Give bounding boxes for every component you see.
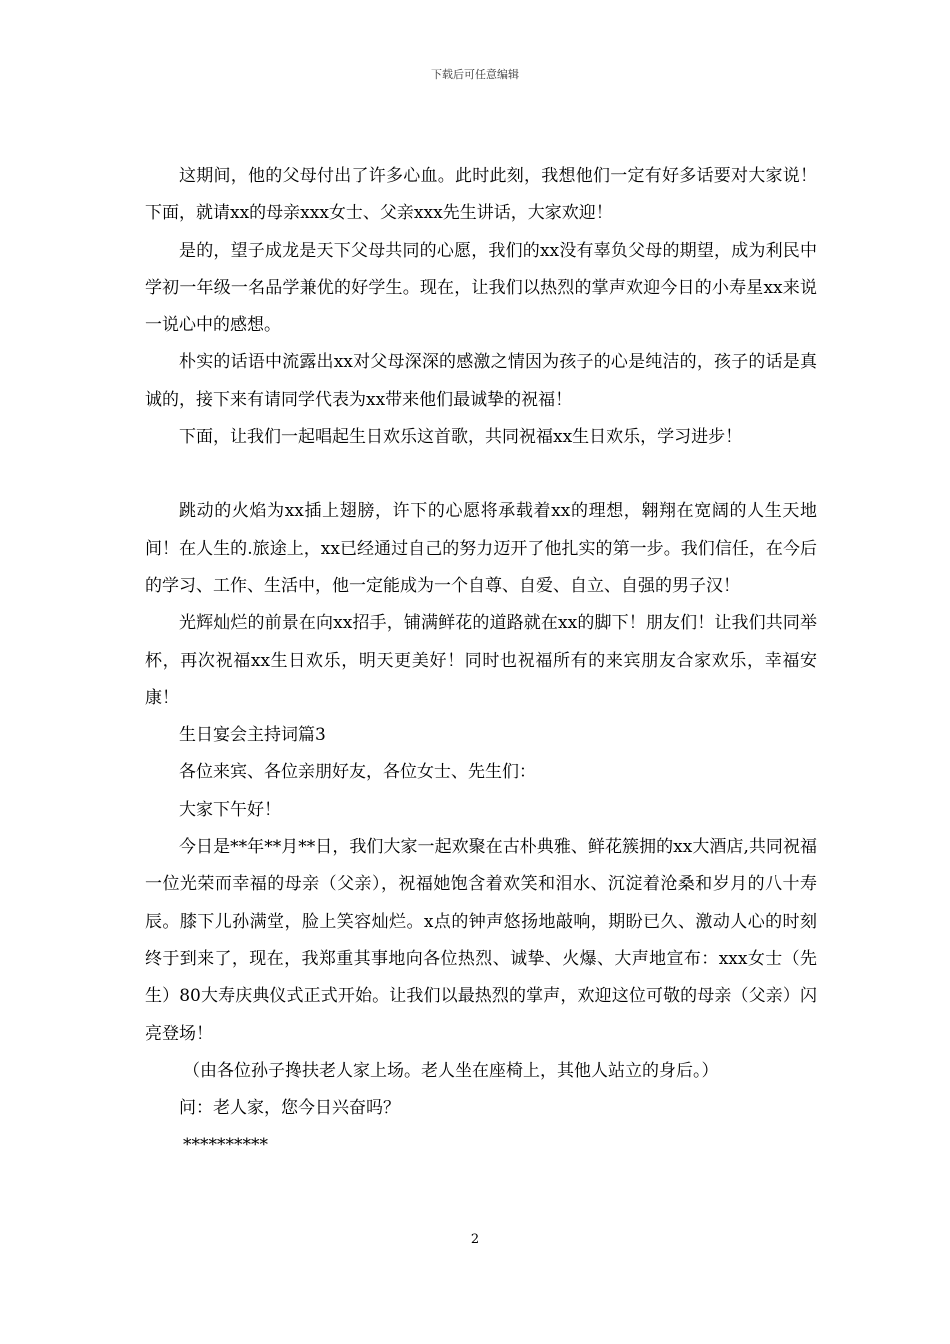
page-number: 2 <box>470 1232 480 1247</box>
paragraph: 光辉灿烂的前景在向xx招手，铺满鲜花的道路就在xx的脚下！朋友们！让我们共同举杯，再次祝福xx生日欢乐，明天更美好！同时也祝福所有的来宾朋友合家欢乐，幸福安康！ <box>145 613 817 708</box>
separator-stars: ********** <box>183 1135 268 1156</box>
stage-direction: （由各位孙子搀扶老人家上场。老人坐在座椅上，其他人站立的身后。） <box>183 1060 719 1081</box>
paragraph: 下面，让我们一起唱起生日欢乐这首歌，共同祝福xx生日欢乐，学习进步！ <box>179 427 743 448</box>
blank-line <box>145 456 817 493</box>
greeting: 大家下午好！ <box>179 799 281 820</box>
paragraph: 今日是**年**月**日，我们大家一起欢聚在古朴典雅、鲜花簇拥的xx大酒店,共同祝福一位光荣而幸福的母亲（父亲），祝福她饱含着欢笑和泪水、沉淀着沧桑和岁月的八十寿辰。膝下儿孙满堂，脸上笑容灿烂。x点的钟声悠扬地敲响，期盼已久、激动人心的时刻终于到来了，现在，我郑重其事地向各位热烈、诚挚、火爆、大声地宣布：xxx女士（先生）80大寿庆典仪式正式开始。让我们以最热烈的掌声，欢迎这位可敬的母亲（父亲）闪亮登场！ <box>145 837 817 1044</box>
section-title: 生日宴会主持词篇3 <box>179 725 326 746</box>
paragraph: 跳动的火焰为xx插上翅膀，许下的心愿将承载着xx的理想，翱翔在宽阔的人生天地间！在人生的.旅途上，xx已经通过自己的努力迈开了他扎实的第一步。我们信任，在今后的学习、工作、生活中，他一定能成为一个自尊、自爱、自立、自强的男子汉！ <box>145 501 817 596</box>
paragraph: 这期间，他的父母付出了许多心血。此时此刻，我想他们一定有好多话要对大家说！下面，就请xx的母亲xxx女士、父亲xxx先生讲话，大家欢迎！ <box>145 166 817 224</box>
document-body <box>145 158 817 1165</box>
question-line: 问：老人家，您今日兴奋吗？ <box>179 1098 400 1119</box>
page-header-note: 下载后可任意编辑 <box>431 68 519 81</box>
greeting: 各位来宾、各位亲朋好友，各位女士、先生们： <box>179 762 536 783</box>
paragraph: 朴实的话语中流露出xx对父母深深的感激之情因为孩子的心是纯洁的，孩子的话是真诚的，接下来有请同学代表为xx带来他们最诚挚的祝福！ <box>145 352 817 410</box>
paragraph: 是的，望子成龙是天下父母共同的心愿，我们的xx没有辜负父母的期望，成为利民中学初一年级一名品学兼优的好学生。现在，让我们以热烈的掌声欢迎今日的小寿星xx来说一说心中的感想。 <box>145 240 817 336</box>
